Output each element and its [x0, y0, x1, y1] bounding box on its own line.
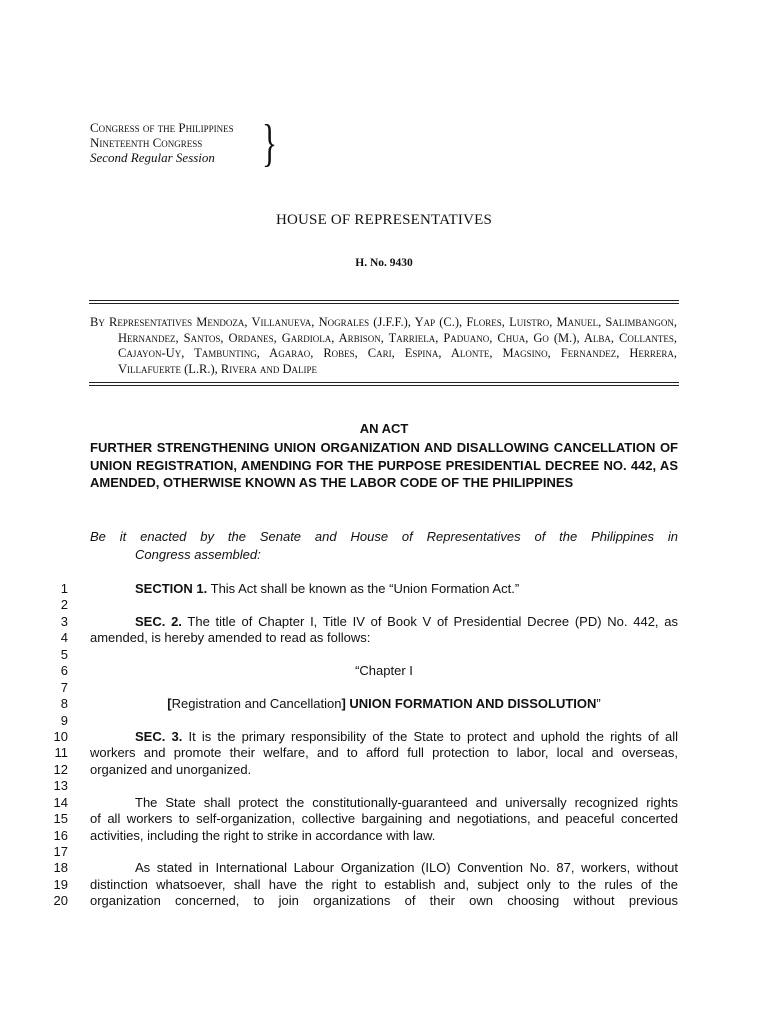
- heading-new-text: UNION FORMATION AND DISSOLUTION: [345, 696, 597, 712]
- line-number: 8: [60, 696, 68, 712]
- session-name: Second Regular Session: [90, 150, 215, 165]
- divider-top-2: [89, 303, 679, 304]
- congress-name: Congress of the Philippines: [90, 120, 234, 135]
- bracket-open: [: [167, 696, 172, 712]
- heading-close-quote: ”: [596, 696, 601, 712]
- line-number: 2: [60, 597, 68, 613]
- line-number: 7: [60, 679, 68, 695]
- line-number: 20: [53, 893, 68, 909]
- chapter-label: “Chapter I: [355, 663, 413, 679]
- bill-body: [90, 581, 678, 910]
- line-numbers: [28, 581, 68, 910]
- paragraph-rights-line3: activities, including the right to strike in accordance with law.: [90, 827, 436, 843]
- paragraph-rights-line2: of all workers to self-organization, collective bargaining and negotiations, and peaceful concerted: [90, 811, 678, 827]
- blank-line: [90, 680, 678, 696]
- blank-line: [90, 597, 678, 613]
- section-3-line2: workers and promote their welfare, and to afford full protection to labor, local and overseas,: [90, 745, 678, 761]
- blank-line: [90, 778, 678, 794]
- section-1: [90, 581, 678, 597]
- line-number: 4: [60, 630, 68, 646]
- line-number: 19: [53, 876, 68, 892]
- line-number: 6: [60, 663, 68, 679]
- paragraph-rights-line1: The State shall protect the constitutionally-guaranteed and universally recognized rights: [135, 794, 678, 810]
- line-number: 11: [54, 745, 68, 761]
- section-3-text: It is the primary responsibility of the State to protect and uphold the rights of all: [182, 728, 678, 744]
- section-1-text: This Act shall be known as the “Union Formation Act.”: [207, 581, 520, 596]
- congress-number: Nineteenth Congress: [90, 135, 203, 150]
- enacting-clause: [90, 528, 678, 563]
- divider-bottom-2: [89, 385, 679, 386]
- authors-list: By Representatives Mendoza, Villanueva, Nograles (J.F.F.), Yap (C.), Flores, Luistro, Manuel, Salimbangon, Hernandez, Santos, Ordanes, Gardiola, Arbison, Tarriela, Paduano, Chua, Go (M.), Alba, Collantes, Cajayon-Uy, Tambunting, Agarao, Robes, Cari, Espina, Alonte, Magsino, Fernandez, Herrera, Villafuerte (L.R.), Rivera and Dalipe: [90, 315, 677, 376]
- house-title: HOUSE OF REPRESENTATIVES: [275, 212, 493, 228]
- section-3-line3: organized and unorganized.: [90, 761, 252, 777]
- section-3-line1: [90, 729, 678, 745]
- line-number: 3: [60, 613, 68, 629]
- divider-bottom-1: [89, 382, 679, 383]
- act-title: FURTHER STRENGTHENING UNION ORGANIZATION AND DISALLOWING CANCELLATION OF UNION REGISTRATION, AMENDING FOR THE PURPOSE PRESIDENTIAL DECREE NO. 442, AS AMENDED, OTHERWISE KNOWN AS THE LABOR CODE OF THE PHILIPPINES: [90, 440, 678, 490]
- line-number: 17: [53, 844, 68, 859]
- section-2-line1: [90, 614, 678, 630]
- enacting-clause-line1: Be it enacted by the Senate and House of Representatives of the Philippines in: [90, 529, 678, 544]
- line-number: 9: [60, 712, 68, 728]
- paragraph-ilo-line2: distinction whatsoever, shall have the right to establish and, subject only to the rules of the: [90, 876, 678, 892]
- section-1-label: SECTION 1.: [135, 581, 208, 596]
- heading-old-text: Registration and Cancellation: [171, 696, 342, 712]
- chapter-heading: [90, 696, 678, 712]
- line-number: 18: [53, 860, 68, 876]
- blank-line: [90, 844, 678, 860]
- line-number: 15: [53, 811, 68, 827]
- line-number: 1: [60, 581, 68, 596]
- bracket-close: ]: [341, 696, 346, 712]
- congress-header: [90, 120, 290, 165]
- curly-brace-icon: }: [262, 115, 277, 172]
- section-2-text: The title of Chapter I, Title IV of Book V of Presidential Decree (PD) No. 442, as: [181, 613, 678, 629]
- line-number: 13: [53, 778, 68, 794]
- section-3-label: SEC. 3.: [135, 728, 183, 744]
- line-number: 10: [53, 728, 68, 744]
- bill-number: H. No. 9430: [355, 257, 413, 269]
- act-heading: AN ACT: [359, 421, 409, 436]
- line-number: 16: [53, 827, 68, 843]
- blank-line: [90, 647, 678, 663]
- blank-line: [90, 713, 678, 729]
- divider-top-1: [89, 300, 679, 301]
- line-number: 14: [53, 794, 68, 810]
- section-2-line2: amended, is hereby amended to read as follows:: [90, 630, 371, 646]
- line-number: 5: [60, 646, 68, 662]
- paragraph-ilo-line1: As stated in International Labour Organization (ILO) Convention No. 87, workers, without: [135, 860, 678, 876]
- section-2-label: SEC. 2.: [135, 613, 182, 629]
- enacting-clause-line2: Congress assembled:: [135, 546, 261, 562]
- paragraph-ilo-line3: organization concerned, to join organizations of their own choosing without previous: [90, 893, 678, 909]
- line-number: 12: [53, 761, 68, 777]
